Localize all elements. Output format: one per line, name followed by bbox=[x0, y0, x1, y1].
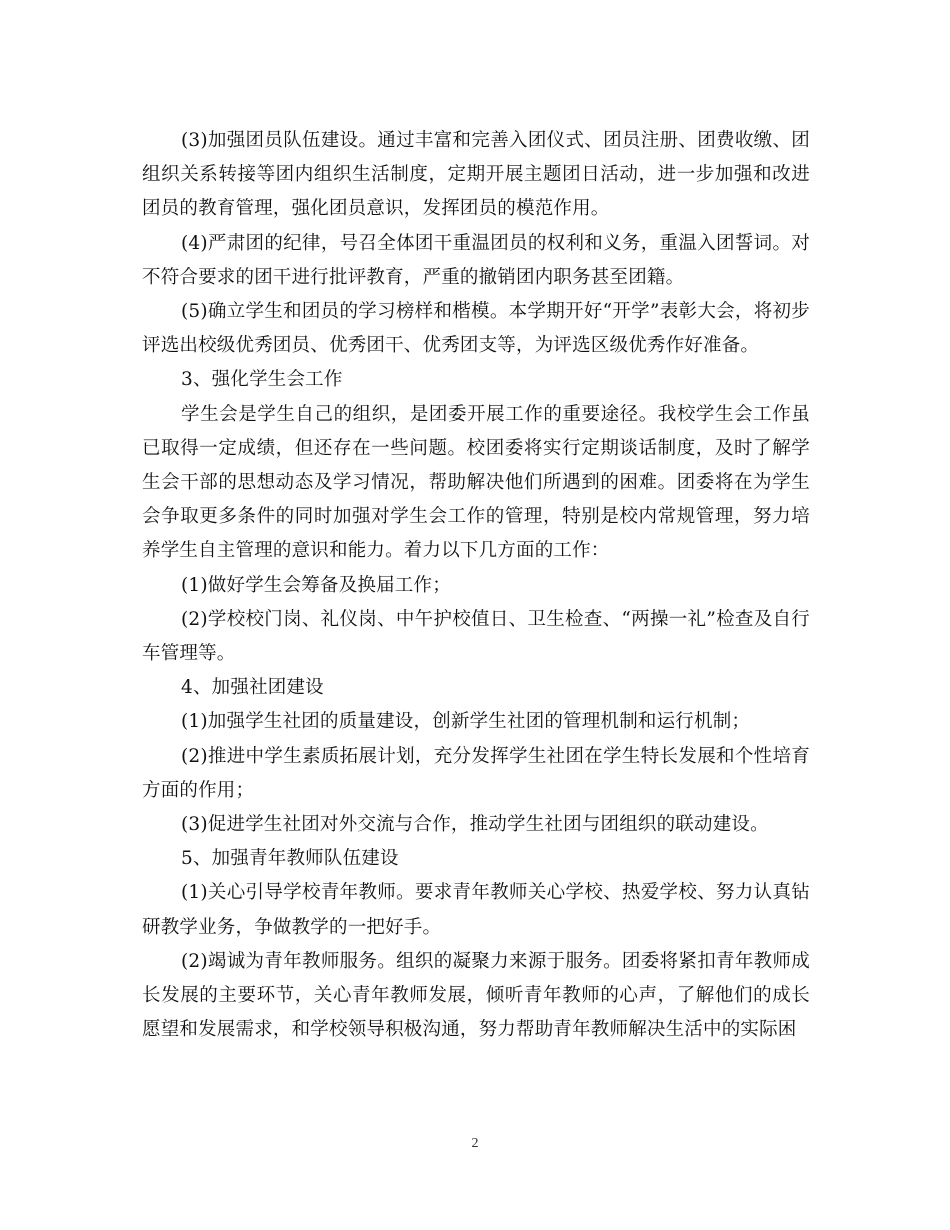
paragraph-teacher-guidance: (1)关心引导学校青年教师。要求青年教师关心学校、热爱学校、努力认真钻研教学业务，争做教学的一把好手。 bbox=[142, 882, 810, 938]
document-body bbox=[142, 124, 810, 1047]
section-heading-student-union: 3、强化学生会工作 bbox=[181, 369, 343, 391]
page-number: 2 bbox=[471, 1136, 479, 1151]
paragraph-discipline: (4)严肃团的纪律，号召全体团干重温团员的权利和义务，重温入团誓词。对不符合要求的团干进行批评教育，严重的撤销团内职务甚至团籍。 bbox=[142, 232, 810, 288]
paragraph-student-union: 学生会是学生自己的组织，是团委开展工作的重要途径。我校学生会工作虽已取得一定成绩，但还存在一些问题。校团委将实行定期谈话制度，及时了解学生会干部的思想动态及学习情况，帮助解决他们所遇到的困难。团委将在为学生会争取更多条件的同时加强对学生会工作的管理，特别是校内常规管理，努力培养学生自主管理的意识和能力。着力以下几方面的工作： bbox=[142, 403, 810, 562]
paragraph-club-exchange: (3)促进学生社团对外交流与合作，推动学生社团与团组织的联动建设。 bbox=[181, 814, 769, 836]
section-heading-young-teachers: 5、加强青年教师队伍建设 bbox=[181, 848, 399, 870]
paragraph-club-expansion: (2)推进中学生素质拓展计划，充分发挥学生社团在学生特长发展和个性培育方面的作用； bbox=[142, 745, 810, 801]
paragraph-duty-posts: (2)学校校门岗、礼仪岗、中午护校值日、卫生检查、“两操一礼”检查及自行车管理等。 bbox=[142, 608, 810, 665]
section-heading-clubs: 4、加强社团建设 bbox=[181, 677, 324, 699]
paragraph-teacher-service: (2)竭诚为青年教师服务。组织的凝聚力来源于服务。团委将紧扣青年教师成长发展的主要环节，关心青年教师发展，倾听青年教师的心声，了解他们的成长愿望和发展需求，和学校领导积极沟通，努力帮助青年教师解决生活中的实际困 bbox=[142, 950, 810, 1041]
paragraph-club-quality: (1)加强学生社团的质量建设，创新学生社团的管理机制和运行机制； bbox=[181, 711, 751, 733]
paragraph-union-election: (1)做好学生会筹备及换届工作； bbox=[181, 574, 451, 596]
paragraph-role-models: (5)确立学生和团员的学习榜样和楷模。本学期开好“开学”表彰大会，将初步评选出校级优秀团员、优秀团干、优秀团支等，为评选区级优秀作好准备。 bbox=[142, 301, 810, 357]
paragraph-team-building: (3)加强团员队伍建设。通过丰富和完善入团仪式、团员注册、团费收缴、团组织关系转接等团内组织生活制度，定期开展主题团日活动，进一步加强和改进团员的教育管理，强化团员意识，发挥团员的模范作用。 bbox=[142, 130, 810, 220]
